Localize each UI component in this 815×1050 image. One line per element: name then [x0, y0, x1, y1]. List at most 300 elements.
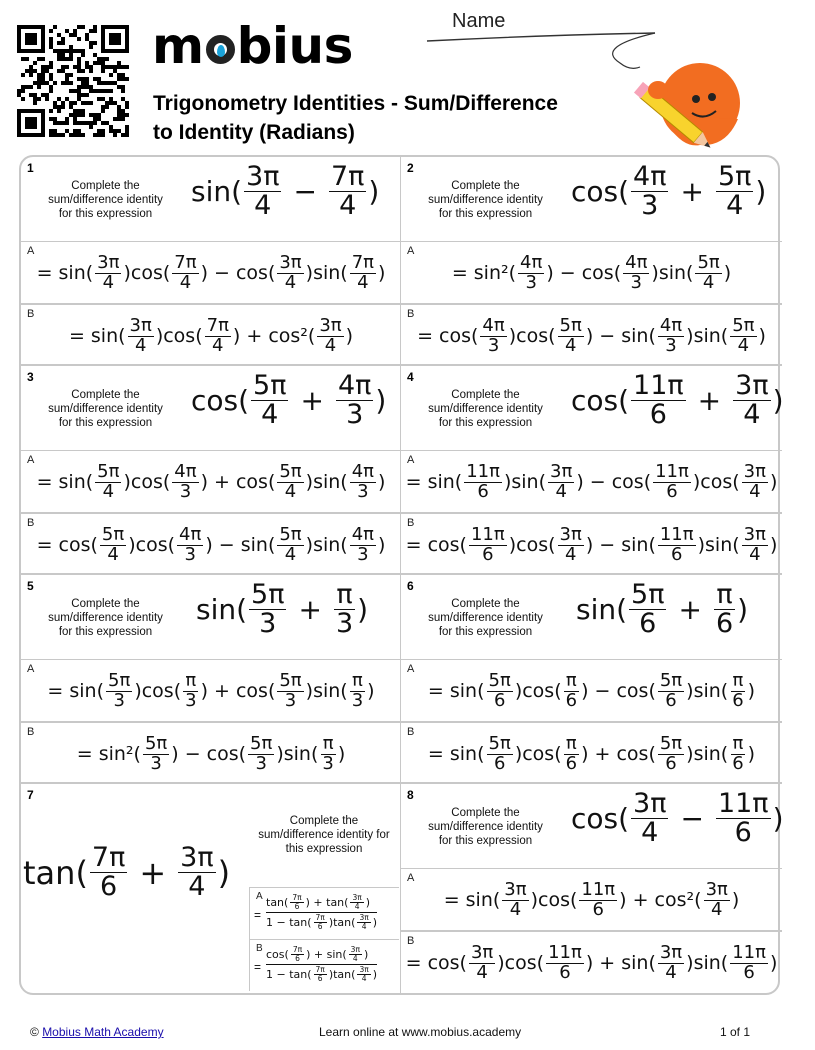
expression-text: ): [363, 947, 369, 961]
expression-text: ) + cos²(: [619, 889, 702, 911]
fraction-numerator: 3π: [319, 314, 342, 336]
option-fraction: [277, 251, 303, 293]
instruction-text: [413, 806, 558, 848]
option-fraction: [277, 460, 303, 502]
expression-text: )sin(: [305, 680, 348, 702]
instruction-text: [33, 597, 178, 639]
problem-expression: [23, 844, 230, 902]
fraction-numerator: 3π: [279, 251, 302, 273]
option-fraction: [658, 732, 684, 774]
fraction-numerator: 5π: [488, 669, 511, 691]
option-expression: [401, 451, 782, 513]
fraction: [314, 914, 327, 931]
expression-text: ): [747, 680, 756, 702]
fraction-numerator: 11π: [470, 523, 505, 545]
option-fraction: [730, 314, 756, 356]
expression-text: )sin(: [686, 952, 729, 974]
expression-text: )cos(: [530, 889, 578, 911]
answer-option-7B[interactable]: [249, 939, 399, 991]
fraction-denominator: 4: [564, 543, 577, 565]
problem-expression: [571, 372, 784, 430]
operator: +: [680, 175, 704, 209]
option-label: B: [407, 935, 415, 947]
expression-text: ) + cos²(: [232, 325, 316, 347]
instruction-line: sum/difference identity: [428, 194, 543, 206]
problem-statement: [21, 366, 401, 451]
answer-option-3B[interactable]: [21, 513, 401, 575]
fraction-numerator: π: [185, 669, 197, 691]
fraction-numerator: 3π: [705, 878, 728, 900]
fraction-numerator: 11π: [548, 941, 582, 963]
trig-function: sin(: [191, 175, 243, 209]
option-expression: [401, 932, 782, 994]
expression-text: ) − sin(: [205, 534, 276, 556]
option-fraction: [172, 251, 198, 293]
expression-text: = sin²(: [76, 743, 141, 765]
option-fraction: [350, 523, 376, 565]
fraction-denominator: 3: [259, 608, 277, 640]
copyright-link[interactable]: Mobius Math Academy: [42, 1025, 164, 1039]
expression-text: ) + tan(: [305, 895, 349, 909]
fraction-denominator: 4: [665, 961, 677, 983]
option-expression: [21, 660, 401, 722]
expression-text: )sin(: [686, 325, 729, 347]
expression-text: = cos(: [405, 952, 467, 974]
problem-statement: [401, 784, 782, 869]
option-fraction: [730, 669, 745, 711]
option-expression: [21, 305, 401, 367]
option-fraction: [128, 314, 154, 356]
fraction-numerator: 5π: [253, 370, 287, 401]
problem-number: 6: [407, 579, 414, 593]
expression-text: ): [723, 262, 732, 284]
instruction-line: sum/difference identity: [48, 194, 163, 206]
angle-b-fraction: [334, 581, 355, 639]
expression-text: )tan(: [328, 915, 356, 929]
option-fraction: [350, 251, 376, 293]
fraction-denominator: 4: [749, 543, 761, 565]
angle-a-fraction: [251, 372, 288, 430]
fraction-numerator: 7π: [351, 251, 374, 273]
option-fraction: [183, 669, 198, 711]
expression-text: )sin(: [305, 262, 348, 284]
option-numerator: [266, 946, 377, 965]
option-expression: [401, 723, 782, 785]
fraction-numerator: 11π: [655, 460, 689, 482]
fraction-numerator: π: [732, 732, 744, 754]
fraction-numerator: 3π: [97, 251, 120, 273]
answer-option-1B[interactable]: [21, 304, 401, 366]
instruction-line: Complete the: [451, 807, 520, 819]
expression-text: ): [337, 743, 346, 765]
close-paren: ): [368, 175, 380, 209]
expression-text: = sin(: [427, 680, 485, 702]
expression-text: ): [372, 915, 378, 929]
expression-text: 1 − tan(: [266, 967, 312, 981]
answer-option-6B[interactable]: [401, 722, 782, 784]
instruction-line: Complete the: [289, 815, 359, 827]
expression-text: ) − cos(: [576, 471, 652, 493]
expression-text: = sin(: [405, 471, 463, 493]
option-expression: [21, 514, 401, 576]
option-fraction: [623, 251, 649, 293]
expression-text: )sin(: [305, 534, 348, 556]
problem-expression: [191, 163, 379, 221]
problem-expression: [191, 372, 386, 430]
fraction-denominator: 4: [284, 480, 297, 502]
expression-text: ) − cos(: [171, 743, 247, 765]
fraction-denominator: 3: [665, 334, 677, 356]
option-fraction: [695, 251, 721, 293]
instruction-line: sum/difference identity: [48, 612, 163, 624]
instruction-line: Complete the: [71, 598, 140, 610]
worksheet-grid: [19, 155, 784, 995]
option-label: B: [407, 308, 415, 320]
fraction-denominator: 4: [339, 190, 357, 222]
fraction-denominator: 6: [671, 543, 683, 565]
footer-copyright: [30, 1025, 164, 1039]
fraction-denominator: 6: [317, 973, 323, 983]
expression-text: ): [731, 889, 740, 911]
expression-text: = cos(: [405, 534, 467, 556]
expression-text: ): [758, 325, 766, 347]
option-fraction: [469, 941, 495, 983]
option-fraction: [558, 523, 584, 565]
fraction: [357, 914, 370, 931]
fraction-denominator: 4: [188, 871, 206, 903]
option-fraction: [143, 732, 169, 774]
fraction-denominator: 3: [185, 689, 197, 711]
fraction-denominator: 4: [102, 271, 115, 293]
fraction-denominator: 3: [357, 480, 369, 502]
option-denominator: [266, 966, 377, 983]
option-label: A: [27, 663, 35, 675]
fraction-numerator: 4π: [659, 314, 683, 336]
qr-code: [17, 25, 129, 137]
fraction-denominator: 6: [295, 953, 300, 963]
angle-b-fraction: [329, 163, 366, 221]
fraction-denominator: 4: [361, 921, 367, 931]
angle-b-fraction: [178, 844, 215, 902]
fraction-numerator: 4π: [633, 161, 667, 192]
fraction-denominator: 4: [749, 480, 761, 502]
problem-number: 4: [407, 370, 414, 384]
option-fraction: [350, 460, 376, 502]
option-expression: [21, 451, 401, 513]
mobius-logo: m bius: [152, 17, 353, 75]
expression-text: tan(: [266, 895, 289, 909]
fraction-denominator: 4: [361, 973, 367, 983]
instruction-line: Complete the: [451, 180, 520, 192]
option-fraction-expression: [266, 894, 377, 931]
answer-option-4A[interactable]: [401, 451, 782, 513]
option-fraction: [548, 460, 574, 502]
fraction-numerator: π: [352, 669, 363, 691]
answer-option-6A[interactable]: [401, 660, 782, 722]
expression-text: = cos(: [36, 534, 98, 556]
expression-text: ): [345, 325, 354, 347]
answer-option-5A[interactable]: [21, 660, 401, 722]
option-label: B: [407, 517, 415, 529]
option-fraction: [248, 732, 274, 774]
fraction-denominator: 3: [351, 689, 364, 711]
fraction-numerator: 5π: [279, 523, 302, 545]
instruction-line: sum/difference identity: [428, 821, 543, 833]
instruction-text: [413, 597, 558, 639]
answer-option-4B[interactable]: [401, 513, 782, 575]
instruction-text: [33, 388, 178, 430]
name-label: Name: [452, 10, 506, 32]
option-expression: [401, 305, 782, 367]
fraction-numerator: 4π: [482, 314, 505, 336]
expression-text: )cos(: [134, 680, 182, 702]
fraction-denominator: 6: [665, 689, 677, 711]
fraction-numerator: 3π: [129, 314, 152, 336]
fraction-numerator: π: [732, 669, 744, 691]
mascot-icon: [600, 45, 740, 155]
problem-5: [21, 575, 401, 784]
expression-text: = sin(: [36, 262, 94, 284]
fraction-numerator: 5π: [108, 669, 131, 691]
fraction: [357, 966, 370, 983]
fraction-denominator: 6: [734, 817, 752, 849]
expression-text: )cos(: [692, 471, 740, 493]
option-fraction: [172, 460, 198, 502]
option-expression: [401, 242, 782, 304]
fraction-denominator: 4: [357, 271, 369, 293]
option-fraction: [742, 523, 768, 565]
instruction-text: [33, 179, 178, 221]
option-fraction: [658, 669, 684, 711]
fraction-denominator: 6: [666, 480, 678, 502]
option-fraction: [742, 460, 768, 502]
angle-a-fraction: [90, 844, 127, 902]
fraction-denominator: 6: [592, 898, 604, 920]
fraction-numerator: 5π: [559, 314, 582, 336]
option-fraction: [480, 314, 506, 356]
fraction-denominator: 4: [352, 953, 358, 963]
problem-number: 7: [27, 788, 34, 802]
footer-page: 1 of 1: [720, 1025, 751, 1039]
fraction-numerator: 3π: [470, 941, 494, 963]
fraction-numerator: 5π: [251, 579, 285, 610]
answer-option-5B[interactable]: [21, 722, 401, 784]
problem-statement: [21, 575, 401, 660]
expression-text: )cos(: [123, 471, 171, 493]
fraction-numerator: 7π: [292, 945, 303, 954]
expression-text: = cos(: [417, 325, 479, 347]
expression-text: ) − sin(: [585, 534, 656, 556]
trig-function: sin(: [576, 593, 628, 627]
expression-text: )cos(: [514, 743, 562, 765]
fraction-numerator: 7π: [206, 314, 229, 336]
fraction-denominator: 6: [493, 752, 506, 774]
fraction-numerator: π: [565, 669, 577, 691]
fraction-numerator: 4π: [520, 251, 543, 273]
problem-3: [21, 366, 401, 575]
expression-text: )cos(: [497, 952, 545, 974]
instruction-line: for this expression: [438, 835, 533, 847]
fraction-numerator: 5π: [631, 579, 665, 610]
close-paren: ): [357, 593, 369, 627]
trig-function: cos(: [571, 802, 630, 836]
operator: +: [139, 853, 167, 892]
operator: +: [678, 593, 702, 627]
fraction-denominator: 3: [179, 480, 192, 502]
option-label: B: [27, 726, 35, 738]
problem-expression: [571, 790, 784, 848]
fraction-denominator: 4: [134, 334, 147, 356]
fraction-denominator: 3: [525, 271, 537, 293]
instruction-line: sum/difference identity: [48, 403, 163, 415]
option-label: A: [27, 245, 35, 257]
operator: −: [680, 802, 704, 836]
option-expression: [401, 514, 782, 576]
angle-a-fraction: [631, 372, 686, 430]
fraction-numerator: 3π: [743, 460, 766, 482]
fraction-denominator: 6: [294, 901, 300, 911]
title-line-1: Trigonometry Identities - Sum/Difference: [153, 92, 558, 115]
expression-text: ): [378, 471, 386, 493]
fraction-denominator: 6: [639, 608, 657, 640]
fraction-numerator: 5π: [97, 460, 120, 482]
expression-text: )sin(: [686, 680, 729, 702]
option-fraction: [106, 669, 132, 711]
fraction-numerator: 4π: [337, 370, 372, 401]
fraction-numerator: 4π: [625, 251, 648, 273]
fraction-numerator: 3π: [350, 945, 360, 954]
fraction-numerator: 7π: [292, 893, 302, 902]
answer-option-2A[interactable]: [401, 242, 782, 304]
answer-option-8A[interactable]: [401, 869, 782, 931]
problem-number: 2: [407, 161, 414, 175]
option-label: A: [407, 245, 415, 257]
fraction-numerator: 11π: [717, 788, 769, 819]
problem-7: [21, 784, 401, 995]
fraction-denominator: 4: [702, 271, 715, 293]
expression-text: ): [747, 743, 756, 765]
angle-a-fraction: [244, 163, 281, 221]
instruction-line: for this expression: [58, 626, 153, 638]
expression-text: )cos(: [155, 325, 203, 347]
equals-sign: =: [254, 908, 262, 922]
option-fraction: [487, 669, 513, 711]
fraction-numerator: 3π: [352, 893, 362, 902]
fraction-denominator: 6: [665, 752, 677, 774]
expression-text: ) − cos(: [581, 680, 656, 702]
expression-text: )cos(: [128, 534, 176, 556]
fraction-numerator: 5π: [101, 523, 125, 545]
fraction-denominator: 6: [649, 399, 667, 431]
problem-statement: [401, 575, 782, 660]
fraction: [290, 894, 303, 911]
fraction-numerator: 4π: [351, 523, 374, 545]
fraction-numerator: 5π: [144, 732, 168, 754]
close-paren: ): [217, 853, 231, 892]
close-paren: ): [375, 384, 387, 418]
answer-option-1A[interactable]: [21, 242, 401, 304]
fraction-numerator: 3π: [559, 523, 582, 545]
expression-text: ): [367, 680, 375, 702]
fraction-numerator: 5π: [732, 314, 755, 336]
option-numerator: [266, 894, 377, 913]
expression-text: ): [372, 967, 378, 981]
fraction-denominator: 4: [354, 901, 360, 911]
answer-option-8B[interactable]: [401, 931, 782, 993]
option-fraction: [205, 314, 231, 356]
fraction-numerator: 7π: [330, 161, 365, 192]
fraction-denominator: 4: [710, 898, 723, 920]
option-fraction: [658, 523, 696, 565]
fraction-denominator: 3: [184, 543, 196, 565]
fraction-denominator: 6: [100, 871, 118, 903]
expression-text: ): [378, 262, 386, 284]
option-fraction: [558, 314, 584, 356]
instruction-text: [413, 388, 558, 430]
option-fraction: [518, 251, 544, 293]
footer-center: Learn online at www.mobius.academy: [319, 1025, 522, 1039]
option-fraction: [579, 878, 617, 920]
option-denominator: [266, 914, 377, 931]
fraction-denominator: 4: [107, 543, 119, 565]
fraction-numerator: 5π: [697, 251, 720, 273]
fraction: [314, 966, 327, 983]
operator: +: [298, 593, 322, 627]
expression-text: )cos(: [508, 325, 556, 347]
fraction-denominator: 4: [509, 898, 522, 920]
fraction-numerator: 7π: [91, 842, 126, 873]
expression-text: )sin(: [697, 534, 740, 556]
option-fraction: [100, 523, 126, 565]
fraction-denominator: 4: [555, 480, 567, 502]
answer-option-3A[interactable]: [21, 451, 401, 513]
fraction-denominator: 3: [284, 689, 297, 711]
option-expression: [401, 660, 782, 722]
fraction-denominator: 3: [346, 399, 364, 431]
fraction-denominator: 6: [477, 480, 489, 502]
fraction-denominator: 6: [559, 961, 571, 983]
fraction-numerator: 3π: [359, 912, 369, 922]
answer-option-2B[interactable]: [401, 304, 782, 366]
instruction-text: [413, 179, 558, 221]
option-fraction: [502, 878, 528, 920]
fraction-denominator: 3: [322, 752, 334, 774]
expression-text: ): [365, 895, 371, 909]
answer-option-7A[interactable]: [249, 887, 399, 939]
option-expression: [21, 723, 401, 785]
fraction-numerator: 5π: [488, 732, 511, 754]
fraction-denominator: 4: [261, 399, 279, 431]
operator: +: [697, 384, 722, 418]
fraction-denominator: 6: [493, 689, 506, 711]
option-fraction: [564, 669, 579, 711]
option-fraction: [177, 523, 203, 565]
instruction-line: Complete the: [451, 598, 520, 610]
fraction-numerator: π: [336, 579, 353, 610]
fraction-denominator: 4: [284, 271, 297, 293]
fraction-denominator: 4: [324, 334, 337, 356]
instruction-text: [249, 814, 399, 856]
option-fraction: [658, 314, 684, 356]
angle-b-fraction: [716, 790, 771, 848]
fraction-denominator: 3: [357, 543, 369, 565]
problem-expression: [196, 581, 368, 639]
angle-a-fraction: [631, 790, 668, 848]
fraction-numerator: 7π: [315, 964, 325, 974]
equals-sign: =: [254, 960, 262, 974]
expression-text: ): [769, 952, 778, 974]
option-fraction: [730, 941, 768, 983]
